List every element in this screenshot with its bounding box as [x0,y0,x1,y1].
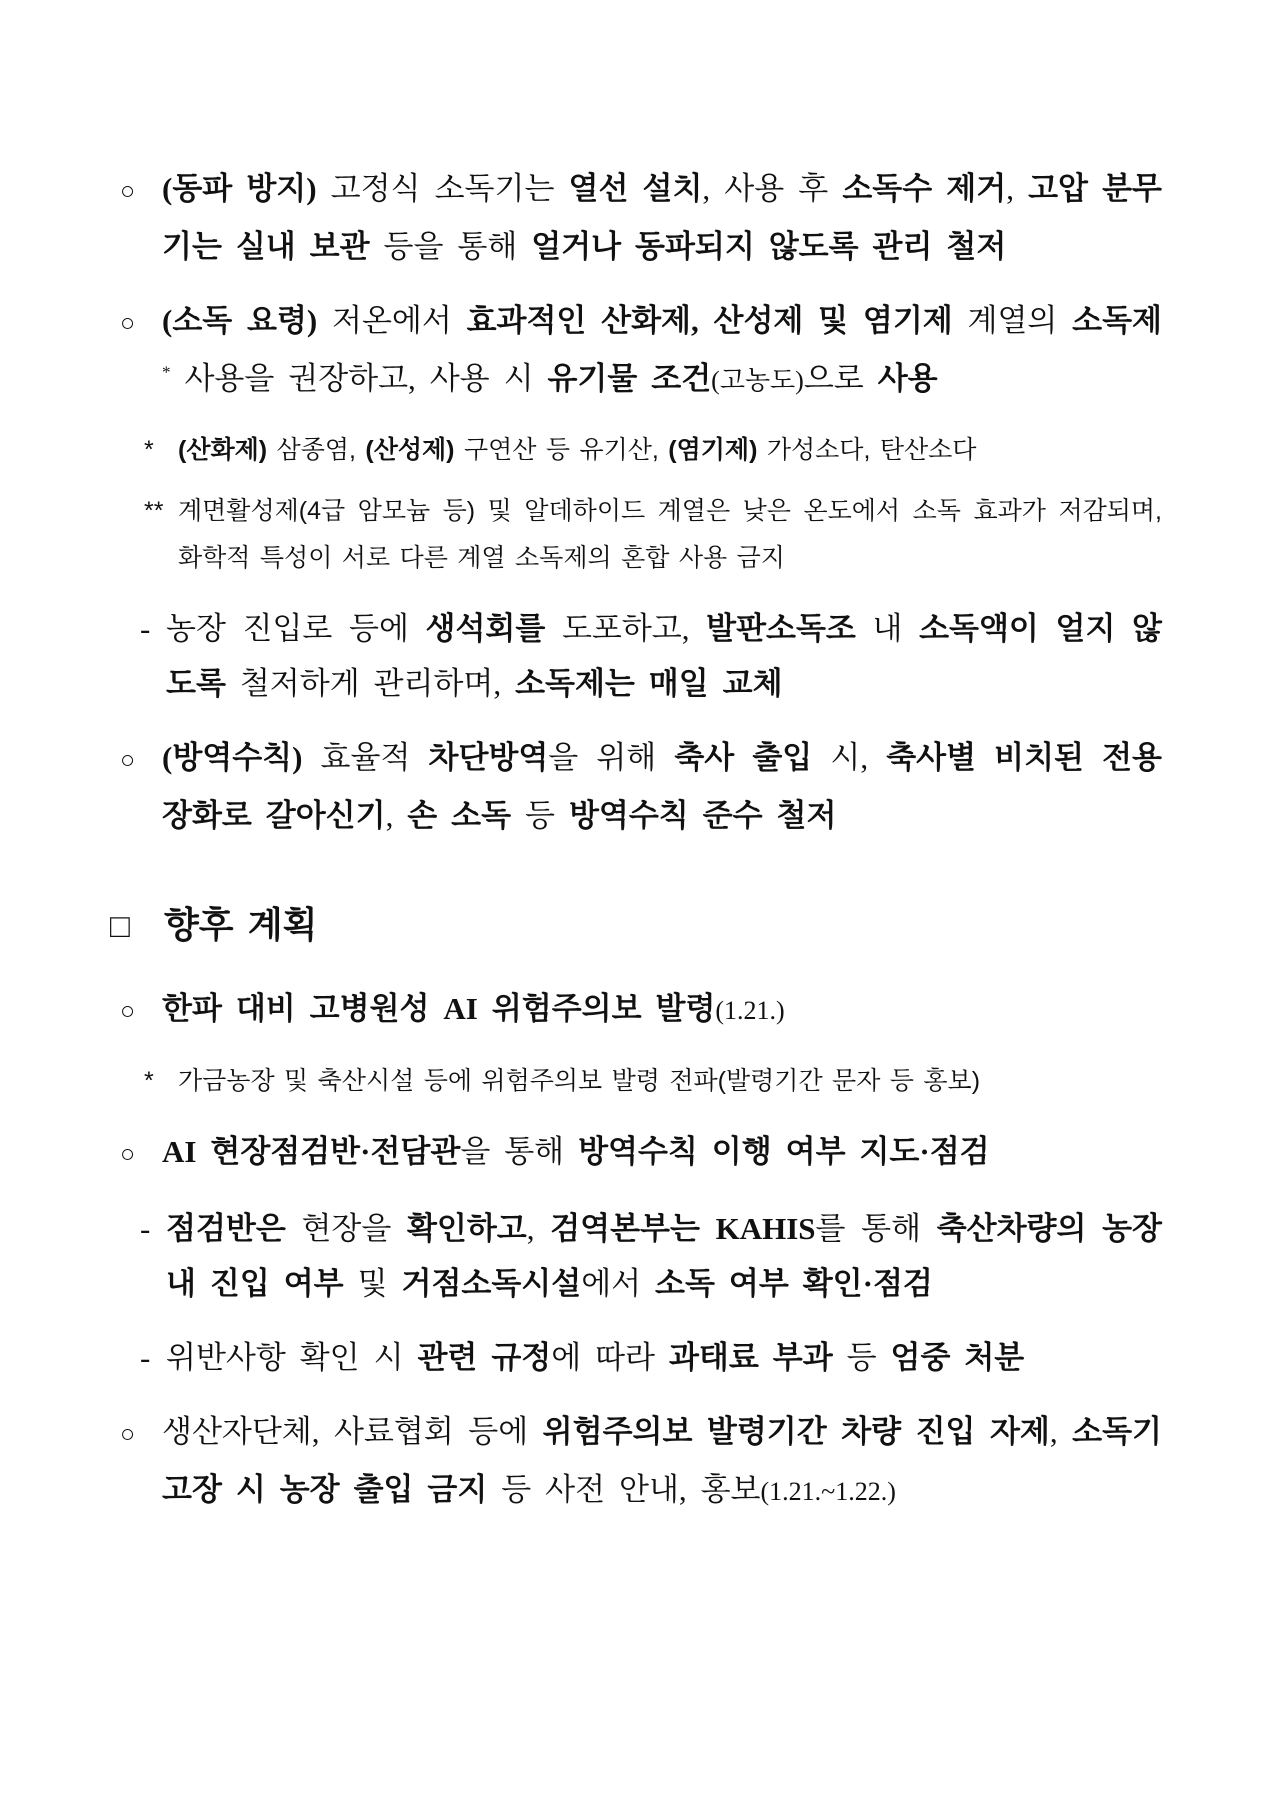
paragraph-text [162,991,785,1026]
text-segment: 구연산 등 유기산, [454,436,669,464]
text-segment: 위반사항 확인 시 [166,1340,418,1375]
text-segment: 시, [812,740,887,775]
dash-violation-penalty [140,1330,1162,1385]
text-segment: 도포하고, [545,611,707,646]
text-segment: 계열의 [952,303,1073,338]
text-segment: 방역수칙 이행 여부 지도·점검 [578,1134,990,1169]
dash-marker: - [140,1211,151,1246]
paragraph-text [162,1134,990,1169]
text-segment: 거점소독시설 [401,1266,582,1301]
text-segment: 농장 진입로 등에 [166,611,426,646]
text-segment: , [1006,171,1029,206]
text-segment: 손 소독 [407,798,512,833]
bullet-freeze-prevention [120,161,1162,274]
text-segment: 축사 출입 [674,740,813,775]
text-segment: (1.21.) [715,996,785,1025]
text-segment: 을 통해 [460,1134,579,1169]
text-segment: (1.21.~1.22.) [760,1477,896,1506]
bullet-inspection-team [120,1124,1162,1182]
text-segment: , [526,1211,551,1246]
text-segment: 유기물 조건 [547,361,712,396]
paragraph-text [178,1067,980,1095]
text-segment: , [385,798,408,833]
text-segment: 효과적인 산화제, 산성제 및 염기제 [466,303,953,338]
dash-marker: - [140,611,151,646]
paragraph-text [162,1414,1162,1507]
text-segment: 과태료 부과 [668,1340,833,1375]
text-segment: 계면활성제(4급 암모늄 등) 및 알데하이드 계열은 낮은 온도에서 소독 효과가 저감되며, 화학적 특성이 서로 다른 계열 소독제의 혼합 사용 금지 [178,497,1162,572]
footnote-disinfectant-types [144,427,1162,474]
text-segment: , 사용 후 [702,171,843,206]
bullet-biosecurity-rules [120,730,1162,843]
text-segment: 등 [511,798,569,833]
text-segment: (동파 방지) [162,171,317,206]
text-segment: 차단방역 [428,740,549,775]
footnote-advisory-notice [144,1058,1162,1105]
text-segment: (염기제) [668,436,758,464]
dash-marker: - [140,1340,151,1375]
text-segment: 한파 대비 고병원성 AI 위험주의보 발령 [162,991,716,1026]
text-segment: 축사별 비치된 전용 장화로 갈아신기 [162,740,1162,833]
text-segment: 가성소다, 탄산소다 [757,436,977,464]
bullet-ai-advisory-issue [120,981,1162,1039]
asterisk-marker: * [144,436,154,464]
circle-bullet-marker: ○ [120,747,136,774]
text-segment: KAHIS [715,1211,816,1246]
text-segment: AI 현장점검반·전담관 [162,1134,461,1169]
text-segment: 저온에서 [317,303,467,338]
text-segment: 소독제 [1072,303,1162,338]
footnote-surfactant-warning [144,488,1162,582]
text-segment: 에서 [581,1266,656,1301]
circle-bullet-marker: ○ [120,998,136,1025]
text-segment: 고정식 소독기는 [316,171,569,206]
bullet-disinfection-guideline [120,293,1162,408]
text-segment: 소독기 고장 시 농장 출입 금지 [162,1414,1162,1507]
text-segment: (소독 요령) [162,303,318,338]
text-segment: , [1049,1414,1073,1449]
footnote-reference: * [162,362,171,382]
paragraph-text [166,1211,1162,1301]
text-segment: 등 사전 안내, 홍보 [487,1472,761,1507]
text-segment: 방역수칙 준수 철저 [568,798,837,833]
text-segment: 열선 설치 [568,171,703,206]
circle-bullet-marker: ○ [120,310,136,337]
text-segment: 검역본부는 [550,1211,700,1246]
text-segment: 효율적 [302,740,429,775]
text-segment: 철저하게 관리하며, [225,666,516,701]
text-segment: 축산차량의 농장 내 진입 여부 [166,1211,1162,1301]
text-segment: 엄중 처분 [890,1340,1025,1375]
text-segment: 을 위해 [548,740,675,775]
square-heading-marker: □ [110,907,130,944]
text-segment: 삼종염, [267,436,366,464]
text-segment: 향후 계획 [164,904,318,945]
text-segment: 등을 통해 [369,229,532,264]
text-segment: 및 [343,1266,402,1301]
heading-future-plan [110,897,1162,953]
text-segment: 으로 [803,361,878,396]
dash-kahis-check [140,1201,1162,1311]
text-segment: 현장을 [285,1211,407,1246]
text-segment: 소독제는 매일 교체 [515,666,783,701]
paragraph-text [162,740,1162,833]
paragraph-text [164,904,317,945]
text-segment: 소독액이 얼지 않도록 [166,611,1162,701]
text-segment: 생석회를 [425,611,546,646]
text-segment: 점검반은 [166,1211,286,1246]
asterisk-marker: * [144,1067,154,1095]
text-segment: 생산자단체, 사료협회 등에 [162,1414,543,1449]
text-segment: (산성제) [365,436,455,464]
bullet-producer-notice [120,1404,1162,1519]
text-segment [700,1211,716,1246]
text-segment: 사용 [877,361,938,396]
text-segment: 관련 규정 [417,1340,552,1375]
paragraph-text [178,497,1162,572]
paragraph-text [166,1340,1024,1375]
text-segment: 위험주의보 발령기간 차량 진입 자제 [542,1414,1050,1449]
text-segment: 내 [855,611,920,646]
text-segment: 를 통해 [815,1211,937,1246]
text-segment: (방역수칙) [162,740,303,775]
circle-bullet-marker: ○ [120,178,136,205]
text-segment: 소독수 제거 [842,171,1007,206]
text-segment: (고농도) [711,366,804,395]
circle-bullet-marker: ○ [120,1421,136,1448]
paragraph-text [178,436,976,464]
text-segment: 사용을 권장하고, 사용 시 [170,361,548,396]
text-segment: 에 따라 [551,1340,669,1375]
text-segment: 발판소독조 [706,611,856,646]
paragraph-text [166,611,1162,701]
double-asterisk-marker: ** [144,497,164,525]
text-segment: 얼거나 동파되지 않도록 관리 철저 [531,229,1007,264]
circle-bullet-marker: ○ [120,1141,136,1168]
text-segment: 등 [832,1340,891,1375]
text-segment: (산화제) [178,436,268,464]
paragraph-text [162,303,1162,396]
text-segment: 소독 여부 확인·점검 [655,1266,933,1301]
text-segment: 고압 분무기는 실내 보관 [162,171,1162,264]
text-segment: 가금농장 및 축산시설 등에 위험주의보 발령 전파(발령기간 문자 등 홍보) [178,1067,981,1095]
text-segment: 확인하고 [406,1211,527,1246]
paragraph-text [162,171,1162,264]
dash-quicklime-footbath [140,601,1162,711]
